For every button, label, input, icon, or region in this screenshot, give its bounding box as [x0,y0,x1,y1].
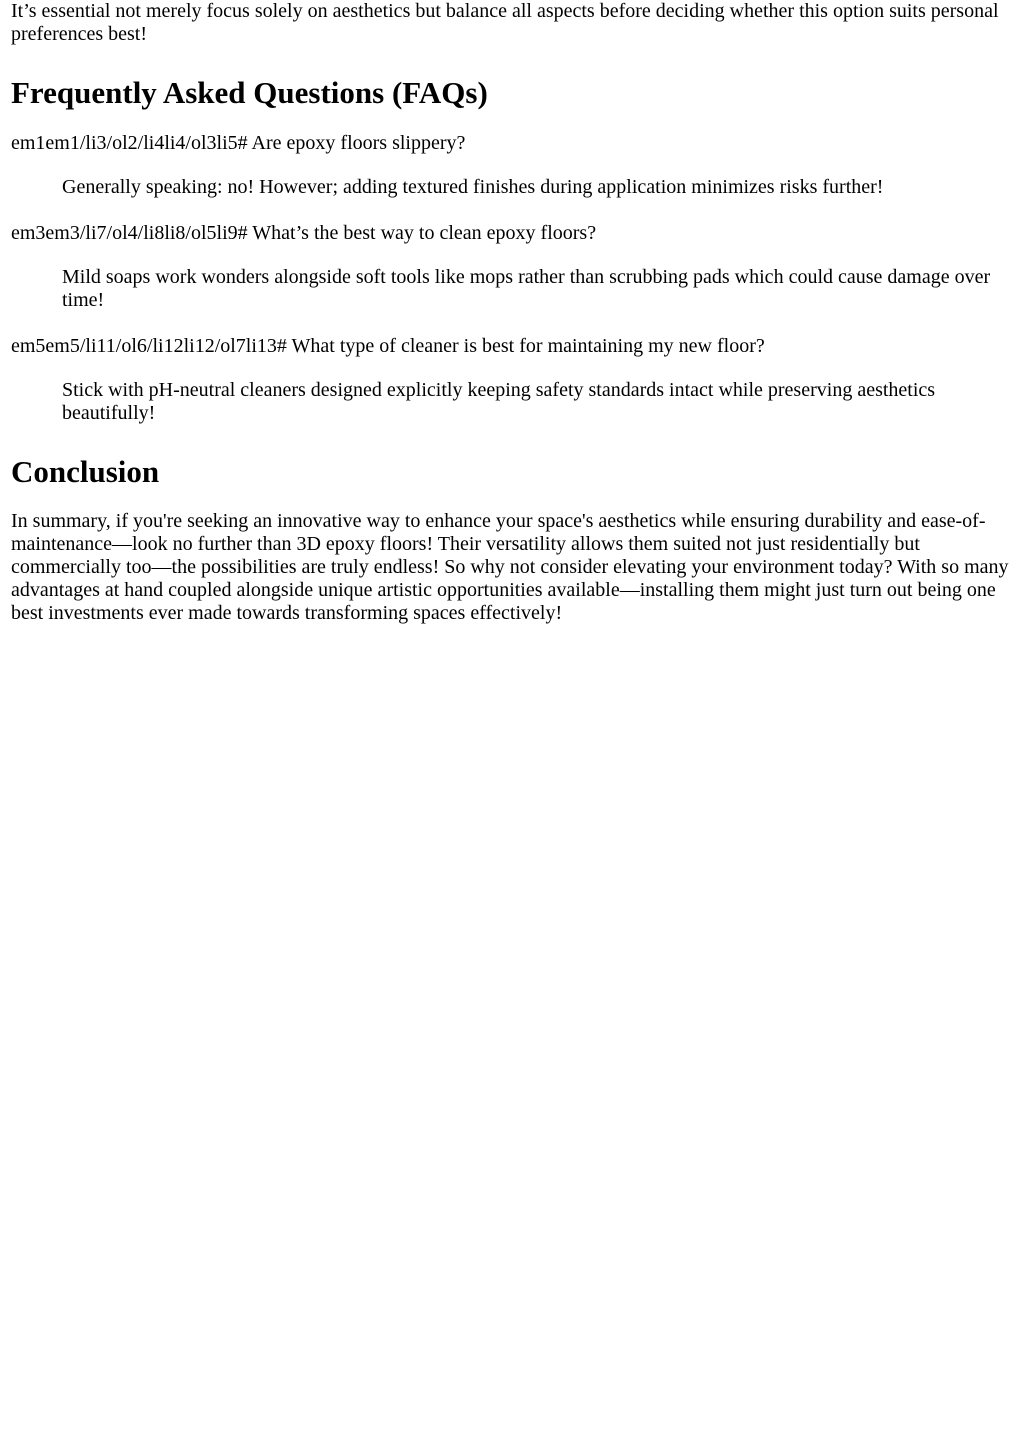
faq-question: em3em3/li7/ol4/li8li8/ol5li9# What’s the best way to clean epoxy floors? [11,222,597,244]
faq-answer: Generally speaking: no! However; adding textured finishes during application minimizes risks further! [62,176,884,198]
article-content [0,0,1024,625]
conclusion-heading: Conclusion [11,454,160,489]
faq-question: em5em5/li11/ol6/li12li12/ol7li13# What type of cleaner is best for maintaining my new floor? [11,335,765,357]
conclusion-paragraph: In summary, if you're seeking an innovative way to enhance your space's aesthetics while ensuring durability and ease-of-maintenance—look no further than 3D epoxy floors! Their versatility allows them suited not just residentially but commercially too—the possibilities are truly endless! So why not consider elevating your environment today? With so many advantages at hand coupled alongside unique artistic opportunities available—installing them might just turn out being one best investments ever made towards transforming spaces effectively! [11,510,1009,624]
intro-paragraph: It’s essential not merely focus solely on aesthetics but balance all aspects before deciding whether this option suits personal preferences best! [11,0,999,45]
faq-heading: Frequently Asked Questions (FAQs) [11,75,488,110]
faq-item [11,132,1014,199]
faq-list [11,132,1014,425]
faq-answer: Stick with pH-neutral cleaners designed explicitly keeping safety standards intact while preserving aesthetics beautifully! [62,379,936,424]
faq-item [11,335,1014,425]
faq-question: em1em1/li3/ol2/li4li4/ol3li5# Are epoxy floors slippery? [11,132,466,154]
faq-answer: Mild soaps work wonders alongside soft tools like mops rather than scrubbing pads which could cause damage over time! [62,266,991,311]
faq-item [11,222,1014,312]
